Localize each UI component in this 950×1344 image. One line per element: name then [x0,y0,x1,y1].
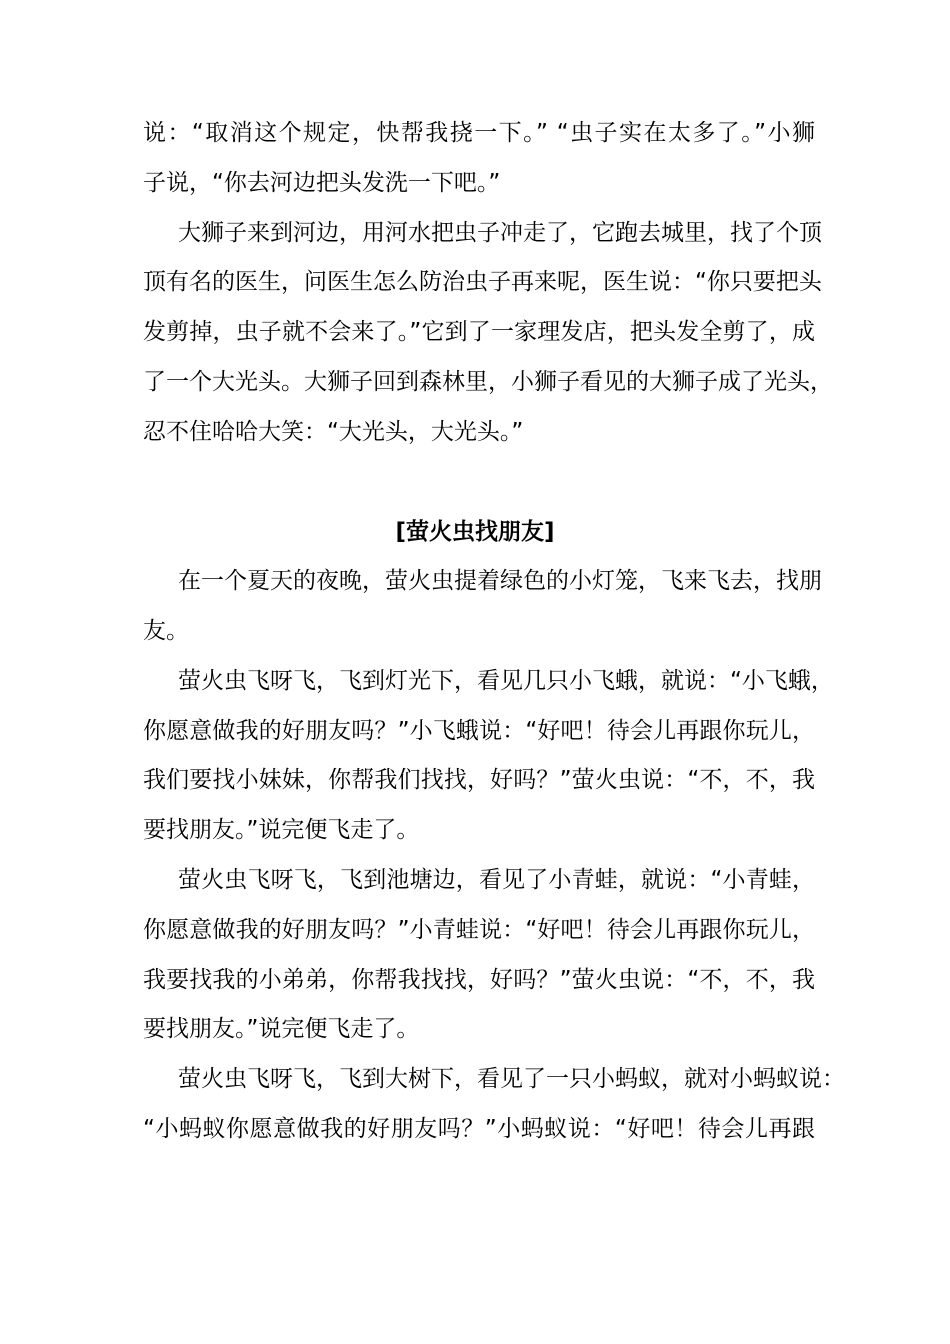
story1-line-1: 说：“取消这个规定，快帮我挠一下。” “虫子实在太多了。”小狮 [143,120,815,146]
story2-line-12: “小蚂蚁你愿意做我的好朋友吗？”小蚂蚁说：“好吧！待会儿再跟 [143,1116,815,1142]
story2-line-8: 你愿意做我的好朋友吗？”小青蛙说：“好吧！待会儿再跟你玩儿， [143,917,815,943]
story2-line-2: 友。 [143,618,189,644]
story2-line-6: 要找朋友。”说完便飞走了。 [143,817,420,843]
story2-line-9: 我要找我的小弟弟，你帮我找找，好吗？”萤火虫说：“不，不，我 [143,967,815,993]
story1-line-5: 发剪掉，虫子就不会来了。”它到了一家理发店，把头发全剪了，成 [143,319,815,345]
story1-line-3: 大狮子来到河边，用河水把虫子冲走了，它跑去城里，找了个顶 [178,220,822,246]
story1-line-2: 子说，“你去河边把头发洗一下吧。” [143,170,501,196]
story2-line-7: 萤火虫飞呀飞，飞到池塘边，看见了小青蛙，就说：“小青蛙， [178,867,815,893]
story2-title: [萤火虫找朋友] [395,519,555,545]
story2-line-10: 要找朋友。”说完便飞走了。 [143,1016,420,1042]
story2-line-3: 萤火虫飞呀飞，飞到灯光下，看见几只小飞蛾，就说：“小飞蛾， [178,668,834,694]
story2-line-1: 在一个夏天的夜晚，萤火虫提着绿色的小灯笼，飞来飞去，找朋 [178,568,822,594]
story1-line-6: 了一个大光头。大狮子回到森林里，小狮子看见的大狮子成了光头， [143,369,833,395]
story2-line-5: 我们要找小妹妹，你帮我们找找，好吗？”萤火虫说：“不，不，我 [143,767,815,793]
story1-line-4: 顶有名的医生，问医生怎么防治虫子再来呢，医生说：“你只要把头 [143,269,822,295]
story2-line-11: 萤火虫飞呀飞，飞到大树下，看见了一只小蚂蚁，就对小蚂蚁说： [178,1066,845,1092]
story1-line-7: 忍不住哈哈大笑：“大光头，大光头。” [143,419,524,445]
story2-line-4: 你愿意做我的好朋友吗？”小飞蛾说：“好吧！待会儿再跟你玩儿， [143,718,815,744]
